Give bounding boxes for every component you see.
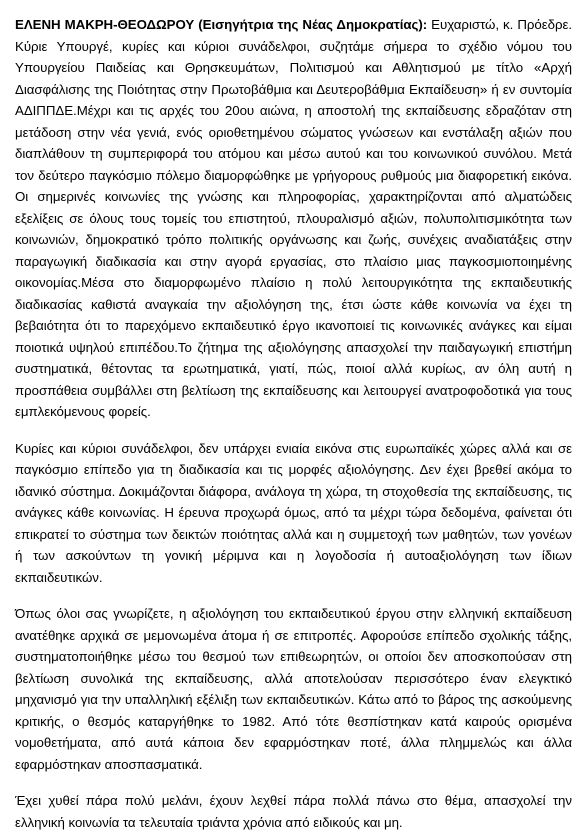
paragraph-4: Έχει χυθεί πάρα πολύ μελάνι, έχουν λεχθεί πάρα πολλά πάνω στο θέμα, απασχολεί την ελληνική κοινωνία τα τελευταία τριάντα χρόνια από ειδικούς και μη. xyxy=(15,793,572,830)
paragraph-2: Κυρίες και κύριοι συνάδελφοι, δεν υπάρχει ενιαία εικόνα στις ευρωπαϊκές χώρες αλλά και σε παγκόσμιο επίπεδο για τη διαδικασία και τις μορφές αξιολόγησης. Δεν έχει βρεθεί ακόμα το ιδανικό σύστημα. Δοκιμάζονται διάφορα, ανάλογα τη χώρα, τη στοχοθεσία της εκπαίδευσης, τις ανάγκες κάθε κοινωνίας. Η έρευνα προχωρά όμως, από τα μέχρι τώρα δεδομένα, φαίνεται ότι επικρατεί το σύστημα των δεικτών ποιότητας αλλά και η συμμετοχή των μαθητών, των γονέων ή των ασκούντων τη γονική μέριμνα και η λογοδοσία ή αυτοαξιολόγηση των ίδιων εκπαιδευτικών. xyxy=(15,440,572,585)
speaker-name: ΕΛΕΝΗ ΜΑΚΡΗ-ΘΕΟΔΩΡΟΥ (Εισηγήτρια της Νέας Δημοκρατίας): xyxy=(15,17,428,32)
paragraph-1 xyxy=(15,14,572,423)
paragraph-3: Όπως όλοι σας γνωρίζετε, η αξιολόγηση του εκπαιδευτικού έργου στην ελληνική εκπαίδευση ανατέθηκε αρχικά σε μεμονωμένα άτομα ή σε επιτροπές. Αφορούσε επίπεδο σχολικής τάξης, συστηματοποιήθηκε μέσω του θεσμού των επιθεωρητών, οι οποίοι δεν αποσκοπούσαν στη βελτίωση συνολικά της εκπαίδευσης, αλλά αποτελούσαν περισσότερο έναν ελεγκτικό μηχανισμό για την υπαλληλική εξέλιξη των εκπαιδευτικών. Κάτω από το βάρος της ασκούμενης κριτικής, ο θεσμός καταργήθηκε το 1982. Από τότε θεσπίστηκαν κατά καιρούς ορισμένα νομοθετήματα, από αυτά κάποια δεν εφαρμόστηκαν ποτέ, άλλα πλημμελώς και άλλα εφαρμόστηκαν αποσπασματικά. xyxy=(15,606,572,772)
paragraph-1-text: Ευχαριστώ, κ. Πρόεδρε. Κύριε Υπουργέ, κυρίες και κύριοι συνάδελφοι, συζητάμε σήμερα το σχέδιο νόμου του Υπουργείου Παιδείας και Θρησκευμάτων, Πολιτισμού και Αθλητισμού με τίτλο «Αρχή Διασφάλισης της Ποιότητας στην Πρωτοβάθμια και Δευτεροβάθμια Εκπαίδευση» ή εν συντομία ΑΔΙΠΠΔΕ.Μέχρι και τις αρχές του 20ου αιώνα, η αποστολή της εκπαίδευσης εδραζόταν στη μετάδοση στην νέα γενιά, ενός οριοθετημένου σώματος γνώσεων και ενστάλαξη αξιών που διαπλάθουν τη συμπεριφορά του ατόμου και μέσω αυτού και του κοινωνικού συνόλου. Μετά τον δεύτερο παγκόσμιο πόλεμο διαμορφώθηκε με γρήγορους ρυθμούς μια διαφορετική εικόνα. Οι σημερινές κοινωνίες της γνώσης και πληροφορίας, χαρακτηρίζονται από αλματώδεις εξελίξεις σε όλους τους τομείς του επιστητού, πλουραλισμό αξιών, πολυπολιτισμικότητα των κοινωνιών, δημοκρατικό τρόπο πολιτικής οργάνωσης και ζωής, συνέχεις αναδιατάξεις στην παραγωγική διαδικασία και στην αγορά εργασίας, στο πλαίσιο μιας παγκοσμιοποιημένης οικονομίας.Μέσα στο διαμορφωμένο πλαίσιο η πολύ λειτουργικότητα της εκπαιδευτικής διαδικασίας καθιστά αναγκαία την αξιολόγηση της, έτσι ώστε κάθε κοινωνία να έχει τη βεβαιότητα ότι το παρεχόμενο εκπαιδευτικό έργο ικανοποιεί τις κοινωνικές ανάγκες και είμαι ποιοτικά υψηλού επιπέδου.Το ζήτημα της αξιολόγησης απασχολεί την παιδαγωγική επιστήμη συστηματικά, θέτοντας τα ερωτηματικά, γιατί, πώς, ποιοί αλλά κυρίως, αν όλη αυτή η προσπάθεια συμβάλλει στη βελτίωση της εκπαίδευσης και λειτουργεί ανατροφοδοτικά για τους εμπλεκόμενους φορείς. xyxy=(15,17,573,419)
